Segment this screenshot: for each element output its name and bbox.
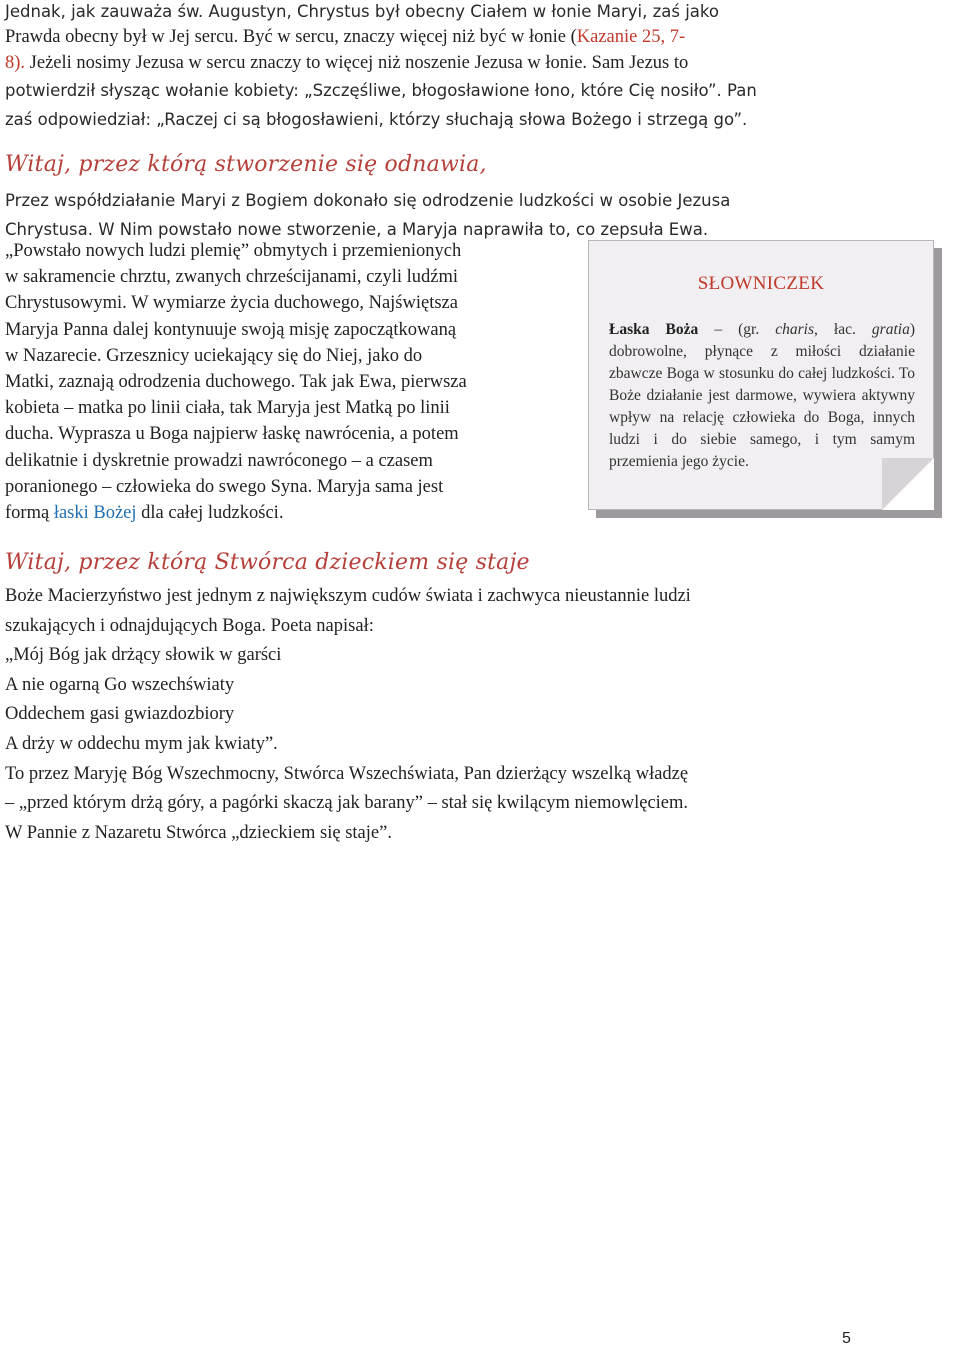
section-1-line-1: Przez współdziałanie Maryi z Bogiem dokonało się odrodzenie ludzkości w osobie Jezusa bbox=[5, 191, 731, 210]
section-2-line: W Pannie z Nazaretu Stwórca „dzieckiem się staje”. bbox=[5, 822, 392, 843]
grace-link[interactable]: łaski Bożej bbox=[53, 503, 137, 524]
intro-line-1: Jednak, jak zauważa św. Augustyn, Chrystus był obecny Ciałem w łonie Maryi, zaś jako bbox=[5, 2, 719, 21]
poem-line: Oddechem gasi gwiazdozbiory bbox=[5, 704, 235, 725]
glossary-title: SŁOWNICZEK bbox=[697, 273, 825, 294]
intro-line-4: potwierdził słysząc wołanie kobiety: „Szczęśliwe, błogosławione łono, które Cię nosiło”. Pan bbox=[5, 81, 757, 100]
column-line: kobieta – matka po linii ciała, tak Maryja jest Matką po linii bbox=[5, 398, 450, 419]
glossary-term: Łaska Boża bbox=[609, 321, 699, 338]
column-line: Chrystusowymi. W wymiarze życia duchowego, Najświętsza bbox=[5, 293, 458, 314]
glossary-panel bbox=[588, 240, 934, 510]
citation-link-end[interactable]: 8). bbox=[5, 53, 26, 73]
section-2-line: To przez Maryję Bóg Wszechmocny, Stwórca Wszechświata, Pan dzierżący wszelką władzę bbox=[5, 763, 689, 784]
poem-line: A drży w oddechu mym jak kwiaty”. bbox=[5, 733, 278, 754]
poem-line: A nie ogarną Go wszechświaty bbox=[5, 674, 235, 695]
intro-line-5: zaś odpowiedział: „Raczej ci są błogosławieni, którzy słuchają słowa Bożego i strzegą go”. bbox=[5, 110, 748, 129]
section-1-column bbox=[5, 238, 573, 526]
column-line: Maryja Panna dalej kontynuuje swoją misję zapoczątkowaną bbox=[5, 319, 457, 340]
column-line: poranionego – człowieka do swego Syna. Maryja sama jest bbox=[5, 476, 444, 497]
section-2-heading: Witaj, przez którą Stwórca dzieckiem się staje bbox=[5, 550, 530, 575]
section-1-heading: Witaj, przez którą stworzenie się odnawia, bbox=[5, 152, 487, 177]
column-line: ducha. Wyprasza u Boga najpierw łaskę nawrócenia, a potem bbox=[5, 424, 459, 445]
section-1-line-2: Chrystusa. W Nim powstało nowe stworzenie, a Maryja naprawiła to, co zepsuła Ewa. bbox=[5, 220, 709, 239]
section-2-body bbox=[5, 582, 857, 848]
glossary-definition: dobrowolne, płynące z miłości działanie zbawcze Boga w stosunku do całej ludzkości. To Boże działanie jest darmowe, wywiera aktywny wpływ na relację człowieka do Boga, innych ludzi i do siebie samego, i tym samym przemienia jego życie. bbox=[609, 343, 915, 470]
column-line: w sakramencie chrztu, zwanych chrześcijanami, czyli ludźmi bbox=[5, 267, 459, 288]
section-2-line: – „przed którym drżą góry, a pagórki skaczą jak barany” – stał się kwilącym niemowlęciem. bbox=[5, 793, 689, 814]
column-line: w Nazarecie. Grzesznicy uciekający się do Niej, jako do bbox=[5, 345, 423, 366]
column-line: Matki, zaznają odrodzenia duchowego. Tak jak Ewa, pierwsza bbox=[5, 372, 467, 393]
section-1-intro bbox=[5, 186, 857, 244]
citation-link[interactable]: Kazanie 25, 7- bbox=[576, 27, 686, 47]
column-line: „Powstało nowych ludzi plemię” obmytych i przemienionych bbox=[5, 241, 462, 261]
page-number: 5 bbox=[842, 1330, 851, 1347]
intro-paragraph bbox=[5, 0, 857, 134]
column-line-last: formą łaski Bożej dla całej ludzkości. bbox=[5, 503, 284, 524]
intro-line-3: 8). Jeżeli nosimy Jezusa w sercu znaczy to więcej niż noszenie Jezusa w łonie. Sam Jezus to bbox=[5, 53, 689, 73]
poem-line: „Mój Bóg jak drżący słowik w garści bbox=[5, 645, 282, 666]
section-2-line: szukających i odnajdujących Boga. Poeta napisał: bbox=[5, 615, 374, 636]
intro-line-2: Prawda obecny był w Jej sercu. Być w sercu, znaczy więcej niż być w łonie (Kazanie 25, 7- bbox=[5, 27, 686, 47]
page-curl-decoration bbox=[882, 458, 934, 510]
glossary-box bbox=[588, 240, 956, 532]
section-2-line: Boże Macierzyństwo jest jednym z największym cudów świata i zachwyca nieustannie ludzi bbox=[5, 586, 691, 606]
glossary-entry: Łaska Boża – (gr. charis, łac. gratia) dobrowolne, płynące z miłości działanie zbawcze Boga w stosunku do całej ludzkości. To Boże działanie jest darmowe, wywiera aktywny wpływ na relację człowieka do Boga, innych ludzi i do siebie samego, i tym samym przemienia jego życie. bbox=[609, 321, 915, 470]
column-line: delikatnie i dyskretnie prowadzi nawróconego – a czasem bbox=[5, 450, 433, 471]
